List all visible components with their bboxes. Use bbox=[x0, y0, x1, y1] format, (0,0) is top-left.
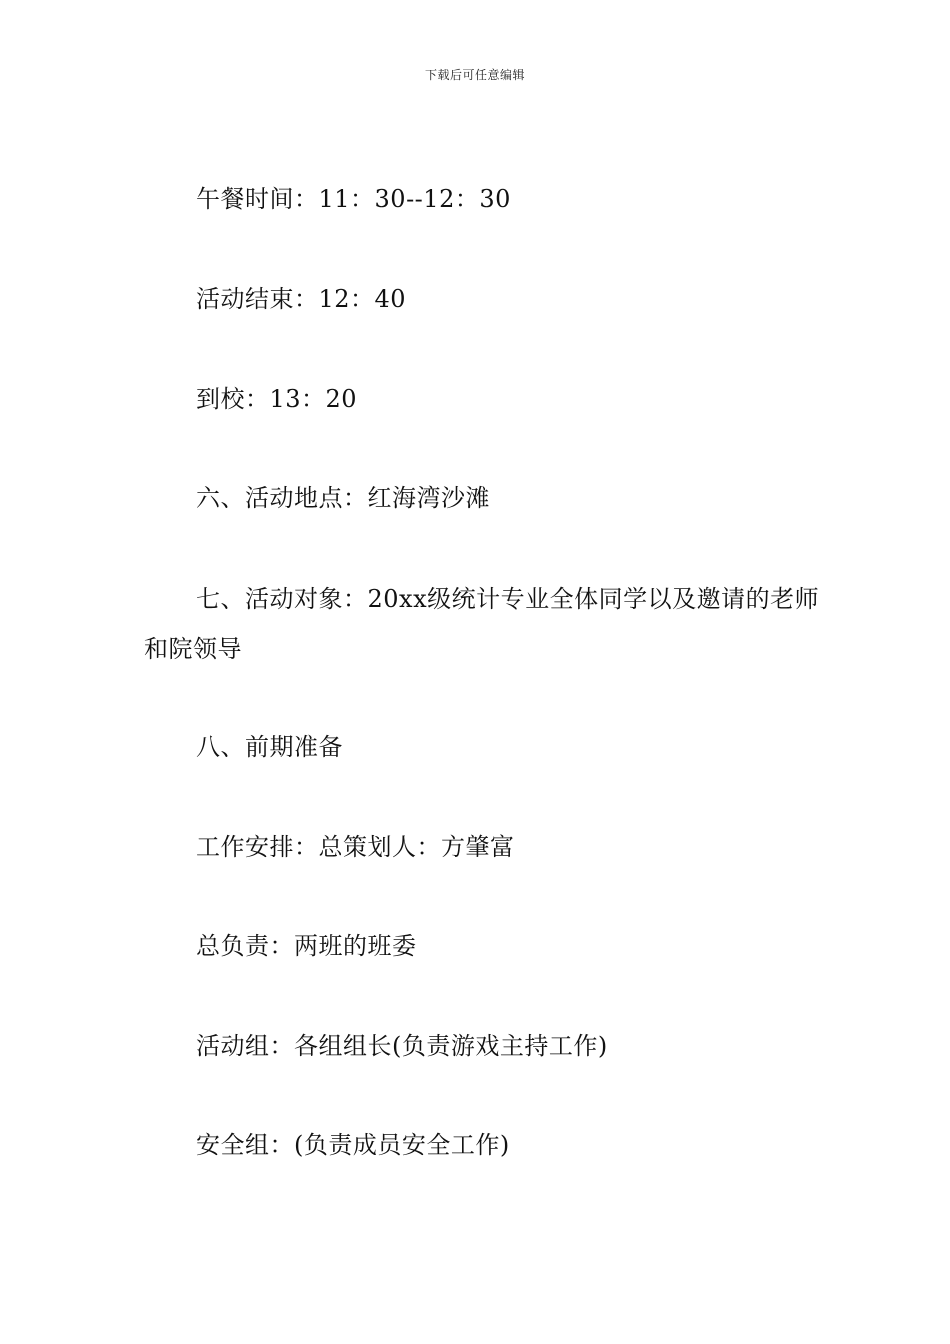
activity-group-line: 活动组：各组组长(负责游戏主持工作) bbox=[196, 1032, 608, 1060]
activity-target-paragraph: 七、活动对象：20xx级统计专业全体同学以及邀请的老师和院领导 bbox=[144, 585, 820, 663]
activity-location-line: 六、活动地点：红海湾沙滩 bbox=[196, 484, 490, 512]
preparation-heading: 八、前期准备 bbox=[196, 733, 343, 761]
safety-group-line: 安全组：(负责成员安全工作) bbox=[196, 1131, 510, 1159]
work-arrangement-line: 工作安排：总策划人：方肇富 bbox=[196, 833, 515, 861]
return-school-line: 到校：13：20 bbox=[196, 385, 358, 413]
activity-end-line: 活动结束：12：40 bbox=[196, 285, 407, 313]
page-header: 下载后可任意编辑 bbox=[424, 68, 525, 82]
lunch-time-line: 午餐时间：11：30--12：30 bbox=[196, 185, 511, 213]
general-responsible-line: 总负责：两班的班委 bbox=[196, 932, 417, 960]
